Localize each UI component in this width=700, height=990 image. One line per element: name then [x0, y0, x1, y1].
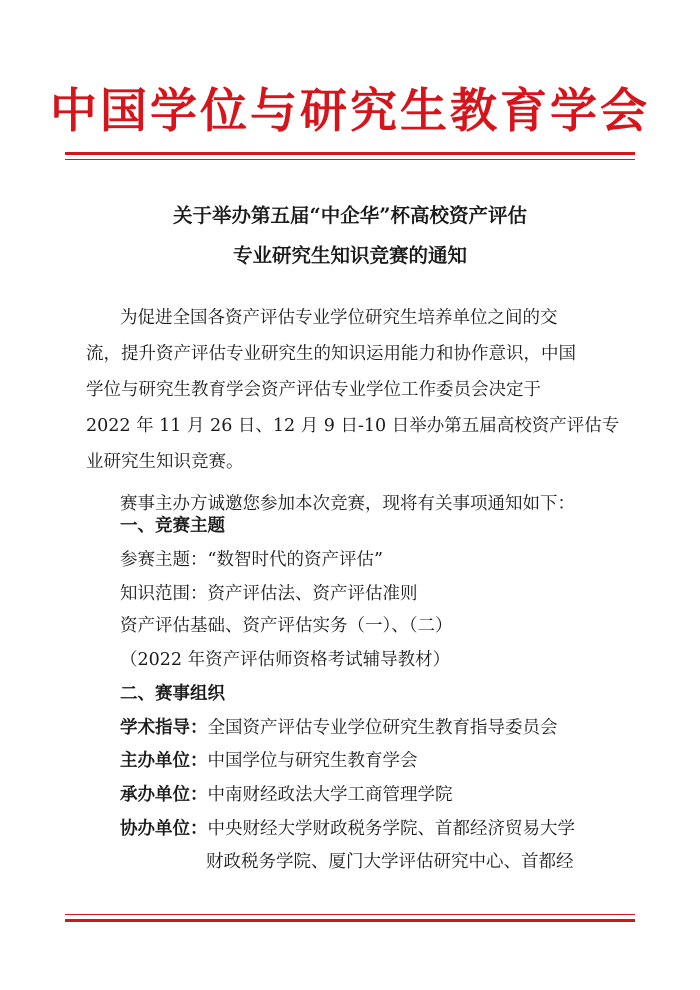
section-heading-organization: 二、赛事组织 — [120, 684, 225, 704]
organizer-unit-row — [120, 780, 453, 810]
co-organizer-value-line-1: 中央财经大学财政税务学院、首都经济贸易大学 — [207, 819, 575, 839]
academic-guidance-label: 学术指导： — [120, 718, 208, 738]
header-rule-thick — [65, 152, 635, 155]
footer-rule-thick — [65, 919, 635, 922]
intro-line: 流，提升资产评估专业研究生的知识运用能力和协作意识，中国 — [86, 344, 576, 364]
section-heading-theme: 一、竞赛主题 — [120, 516, 225, 536]
knowledge-scope-continued: 资产评估基础、资产评估实务（一）、（二） — [120, 616, 453, 636]
co-organizer-value-line-2: 财政税务学院、厦门大学评估研究中心、首都经 — [206, 852, 574, 872]
academic-guidance-row — [120, 713, 558, 743]
intro-line: 业研究生知识竞赛。 — [86, 452, 244, 472]
knowledge-scope-note: （2022 年资产评估师资格考试辅导教材） — [120, 650, 451, 670]
organizer-unit-label: 承办单位： — [120, 785, 208, 805]
theme-text: 参赛主题：“数智时代的资产评估” — [120, 550, 383, 570]
host-unit-row — [120, 746, 418, 776]
academic-guidance-value: 全国资产评估专业学位研究生教育指导委员会 — [207, 718, 558, 738]
header-rule-thin — [65, 159, 635, 160]
intro-line: 为促进全国各资产评估专业学位研究生培养单位之间的交 — [120, 308, 558, 328]
notice-title-line-1: 关于举办第五届“中企华”杯高校资产评估 — [173, 204, 527, 227]
host-unit-value: 中国学位与研究生教育学会 — [207, 751, 418, 771]
host-unit-label: 主办单位： — [120, 751, 208, 771]
organizer-unit-value: 中南财经政法大学工商管理学院 — [207, 785, 453, 805]
footer-rule-thin — [65, 914, 635, 915]
notice-title-line-2: 专业研究生知识竞赛的通知 — [232, 244, 467, 267]
invitation-text: 赛事主办方诚邀您参加本次竞赛，现将有关事项通知如下： — [120, 494, 575, 514]
intro-line: 学位与研究生教育学会资产评估专业学位工作委员会决定于 — [86, 380, 541, 400]
intro-line: 2022 年 11 月 26 日、12 月 9 日-10 日举办第五届高校资产评估专 — [86, 416, 620, 436]
co-organizer-label: 协办单位： — [120, 819, 208, 839]
masthead-org-name: 中国学位与研究生教育学会 — [50, 84, 650, 139]
co-organizer-row — [120, 814, 575, 844]
knowledge-scope: 知识范围：资产评估法、资产评估准则 — [120, 584, 418, 604]
